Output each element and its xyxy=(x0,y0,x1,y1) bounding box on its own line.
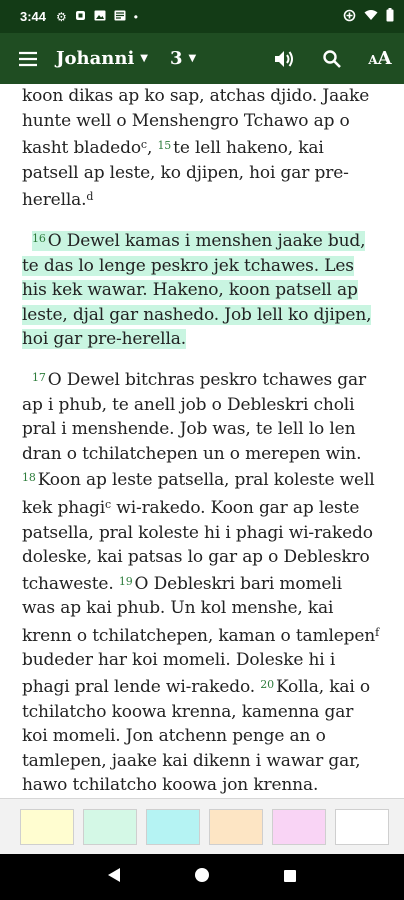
verse-number: 18 xyxy=(22,471,36,485)
scripture-text xyxy=(0,84,404,798)
chevron-down-icon: ▼ xyxy=(188,53,197,64)
verse-number: 16 xyxy=(32,231,46,245)
gear-icon: ⚙ xyxy=(56,9,67,24)
verse-text: budeder har koi momeli. Doleske hi i phagi pral lende wi-rakedo. xyxy=(22,650,336,698)
footnote-marker[interactable]: f xyxy=(375,625,380,639)
font-size-icon[interactable]: AA xyxy=(368,48,392,69)
paragraph xyxy=(22,366,380,849)
app-bar xyxy=(0,33,404,84)
highlight-swatch-green[interactable] xyxy=(83,809,137,845)
data-saver-icon xyxy=(343,9,356,25)
highlight-palette xyxy=(0,798,404,854)
verse-text: O Dewel bitchras peskro tchawes gar ap i phub, te anell job o Debleskri choli pral i menshende. Job was, te lell lo len dran o tchilatchepen un o merepen win. xyxy=(22,369,367,464)
highlight-swatch-clear[interactable] xyxy=(335,809,389,845)
verse-text: Koon ap leste patsella, pral koleste well kek phagi xyxy=(22,470,375,518)
highlight-swatch-yellow[interactable] xyxy=(20,809,74,845)
back-icon[interactable] xyxy=(107,867,121,887)
status-time: 3:44 xyxy=(20,9,47,24)
verse-text: koon dikas ap ko sap, atchas djido. Jaake hunte well o Menshengro Tchawo ap o kasht bladedo xyxy=(22,86,370,159)
dot-icon: • xyxy=(133,9,138,24)
search-icon[interactable] xyxy=(308,33,356,84)
verse-text: wi-rakedo. Koon gar ap leste patsella, pral koleste hi i phagi wi-rakedo doleske, kai patsas lo gar ap o Debleskro tchaweste. xyxy=(22,497,373,594)
battery-icon xyxy=(386,8,394,25)
wifi-icon xyxy=(364,9,378,24)
highlight-swatch-orange[interactable] xyxy=(209,809,263,845)
chevron-down-icon: ▼ xyxy=(140,53,148,64)
verse-number: 15 xyxy=(157,139,172,153)
verse-number: 17 xyxy=(32,370,46,384)
chapter-selector[interactable] xyxy=(170,48,196,69)
status-bar xyxy=(0,0,404,33)
paragraph xyxy=(22,227,380,352)
footnote-marker[interactable]: d xyxy=(86,190,94,204)
footnote-marker[interactable]: c xyxy=(105,497,112,511)
verse-text: O Debleskri bari momeli was ap kai phub. Un kol menshe, kai krenn o tchilatchepen, kaman o tamlepen xyxy=(22,573,376,646)
message-icon xyxy=(114,10,126,23)
menu-icon[interactable] xyxy=(0,33,56,84)
highlight-swatch-pink[interactable] xyxy=(272,809,326,845)
image-icon xyxy=(94,10,106,23)
highlight-swatch-cyan[interactable] xyxy=(146,809,200,845)
paragraph: koon dikas ap ko sap, atchas djido. Jaake hunte well o Menshengro Tchawo ap o kasht bladedo$^c$, $^{15}$ te lell hakeno, kai patsell ap leste, ko djipen, hoi gar pre-herella.$^d$ xyxy=(22,86,370,211)
audio-icon[interactable] xyxy=(260,33,308,84)
app-icon xyxy=(75,10,86,23)
book-name: Johanni xyxy=(56,48,135,69)
chapter-number: 3 xyxy=(170,48,183,69)
verse-text: Kolla, kai o tchilatcho koowa krenna, kamenna gar koi momeli. Jon atchenn penge an o tamlepen, jaake kai dikenn i wawar gar, hawo tchilatcho koowa jon krenna. xyxy=(22,677,370,796)
home-icon[interactable] xyxy=(194,867,210,887)
footnote-marker[interactable]: c xyxy=(140,138,147,152)
verse-text: te lell hakeno, kai patsell ap leste, ko djipen, hoi gar pre-herella. xyxy=(22,138,349,211)
system-nav-bar xyxy=(0,854,404,900)
book-selector[interactable] xyxy=(56,48,148,69)
verse-text-highlighted: O Dewel kamas i menshen jaake bud, te das lo lenge peskro jek tchawes. Les his kek wawar. Hakeno, koon patsell ap leste, djal gar nashedo. Job lell ko djipen, hoi gar pre-herella. xyxy=(22,230,372,350)
recents-icon[interactable] xyxy=(283,868,297,887)
verse-number: 19 xyxy=(118,574,133,588)
verse-number: 20 xyxy=(260,678,274,692)
